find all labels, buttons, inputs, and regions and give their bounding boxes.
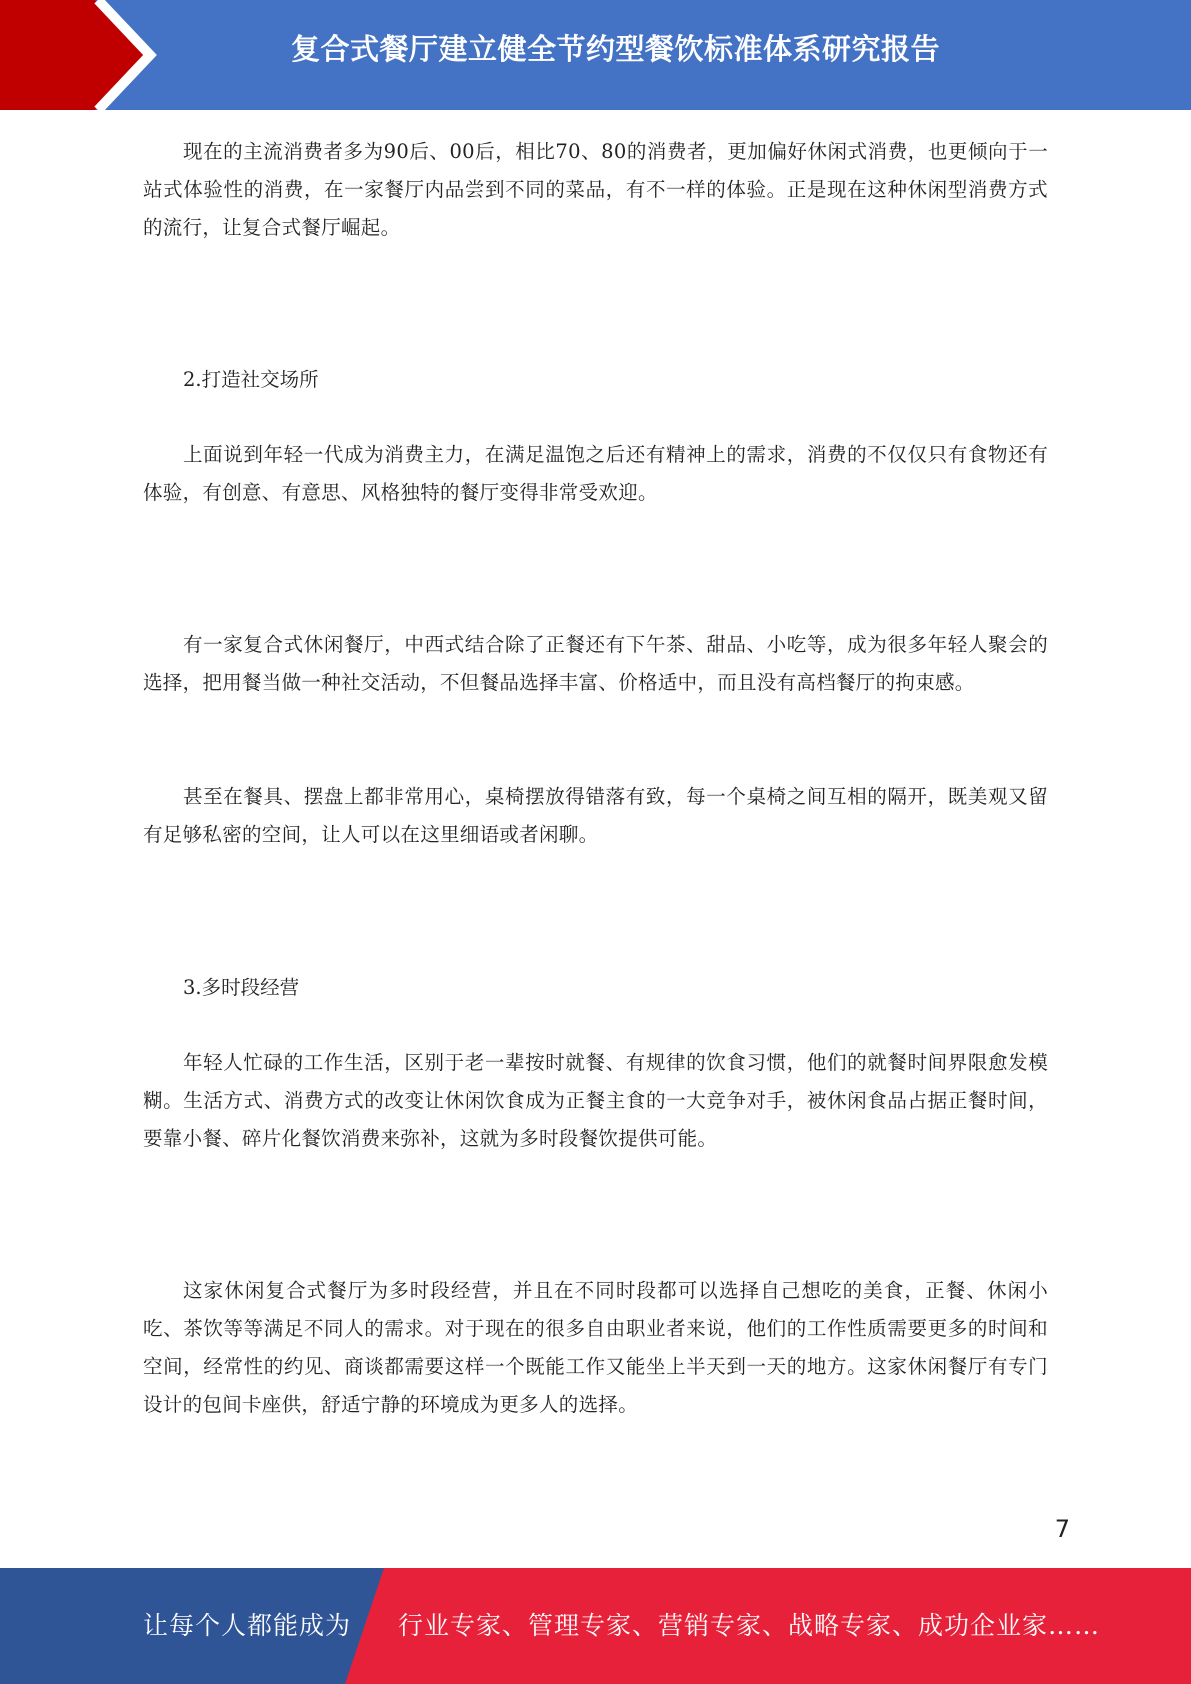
document-title: 复合式餐厅建立健全节约型餐饮标准体系研究报告 <box>290 32 940 66</box>
section-heading-multi-period: 3.多时段经营 <box>183 976 300 999</box>
section-heading-social: 2.打造社交场所 <box>183 368 319 391</box>
paragraph-multi-period-1: 年轻人忙碌的工作生活，区别于老一辈按时就餐、有规律的饮食习惯，他们的就餐时间界限愈发模糊。生活方式、消费方式的改变让休闲饮食成为正餐主食的一大竞争对手，被休闲食品占据正餐时间，要靠小餐、碎片化餐饮消费来弥补，这就为多时段餐饮提供可能。 <box>143 1051 1048 1150</box>
footer-slogan-right: 行业专家、管理专家、营销专家、战略专家、成功企业家…… <box>398 1611 1101 1640</box>
page-footer <box>0 1568 1191 1684</box>
paragraph-multi-period-2: 这家休闲复合式餐厅为多时段经营，并且在不同时段都可以选择自己想吃的美食，正餐、休闲小吃、茶饮等等满足不同人的需求。对于现在的很多自由职业者来说，他们的工作性质需要更多的时间和空间，经常性的约见、商谈都需要这样一个既能工作又能坐上半天到一天的地方。这家休闲餐厅有专门设计的包间卡座供，舒适宁静的环境成为更多人的选择。 <box>143 1279 1048 1416</box>
page-header <box>0 0 1191 110</box>
footer-slogan-left: 让每个人都能成为 <box>143 1611 352 1640</box>
page-number: 7 <box>1054 1515 1070 1543</box>
paragraph-social-3: 甚至在餐具、摆盘上都非常用心，桌椅摆放得错落有致，每一个桌椅之间互相的隔开，既美观又留有足够私密的空间，让人可以在这里细语或者闲聊。 <box>143 785 1048 846</box>
paragraph-social-1: 上面说到年轻一代成为消费主力，在满足温饱之后还有精神上的需求，消费的不仅仅只有食物还有体验，有创意、有意思、风格独特的餐厅变得非常受欢迎。 <box>143 443 1048 504</box>
paragraph-social-2: 有一家复合式休闲餐厅，中西式结合除了正餐还有下午茶、甜品、小吃等，成为很多年轻人聚会的选择，把用餐当做一种社交活动，不但餐品选择丰富、价格适中，而且没有高档餐厅的拘束感。 <box>143 633 1048 694</box>
paragraph-intro: 现在的主流消费者多为90后、00后，相比70、80的消费者，更加偏好休闲式消费，也更倾向于一站式体验性的消费，在一家餐厅内品尝到不同的菜品，有不一样的体验。正是现在这种休闲型消费方式的流行，让复合式餐厅崛起。 <box>143 140 1048 239</box>
